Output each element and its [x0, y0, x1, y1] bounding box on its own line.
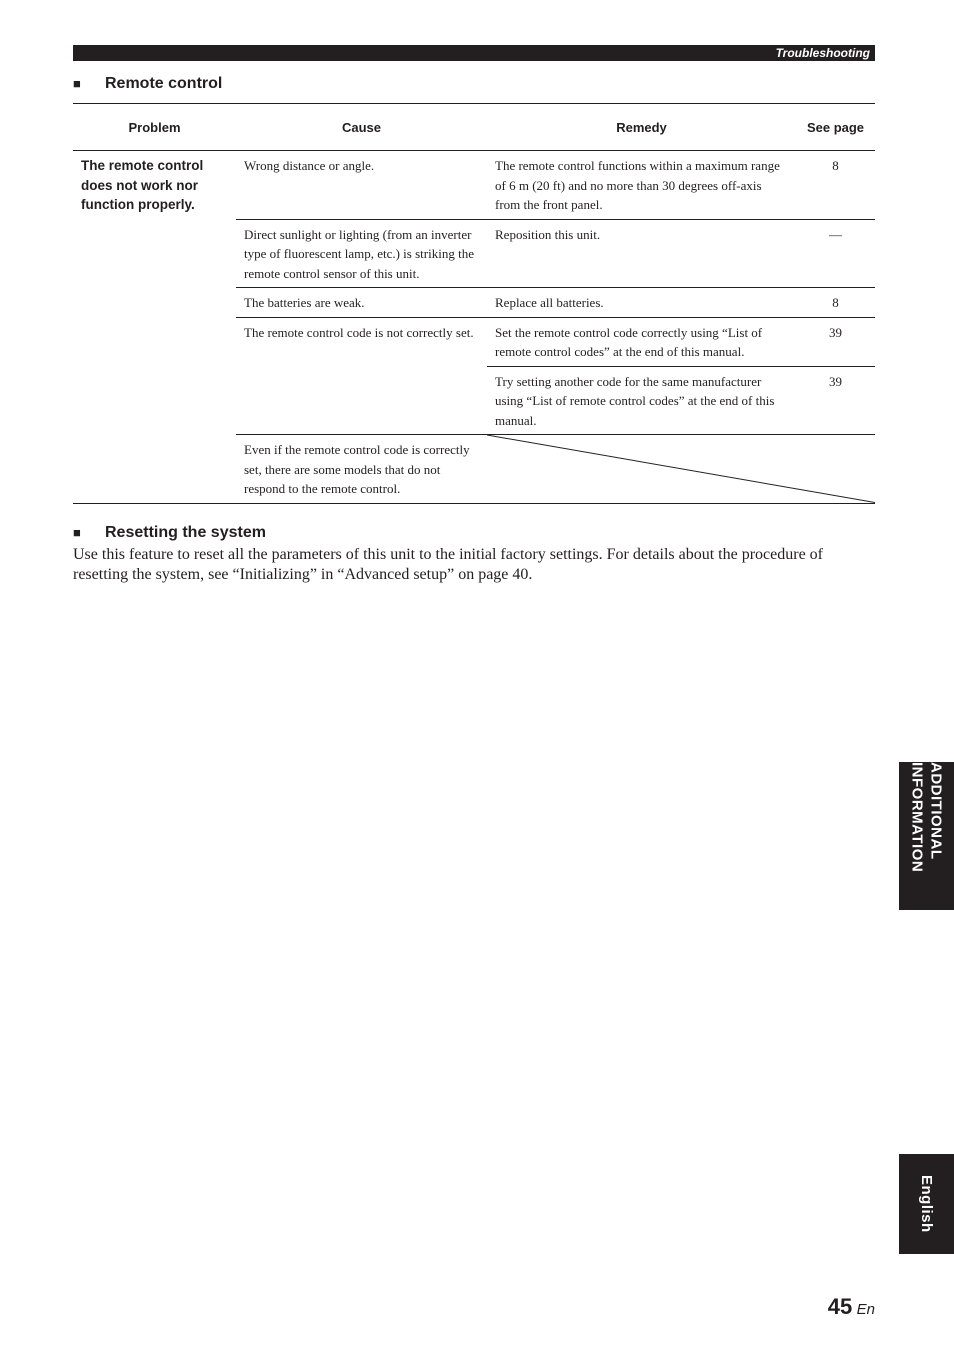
column-header-remedy: Remedy — [487, 104, 796, 151]
not-applicable-cell — [487, 435, 875, 504]
cause-cell: The remote control code is not correctly set. — [236, 317, 487, 435]
page-cell: 39 — [796, 317, 875, 366]
square-bullet-icon: ■ — [73, 76, 81, 91]
square-bullet-icon: ■ — [73, 525, 81, 540]
cause-cell: The batteries are weak. — [236, 288, 487, 318]
remedy-cell: Set the remote control code correctly using “List of remote control codes” at the end of this manual. — [487, 317, 796, 366]
remedy-cell: Replace all batteries. — [487, 288, 796, 318]
side-tab-label: ADDITIONAL INFORMATION — [908, 762, 945, 873]
column-header-see-page: See page — [796, 104, 875, 151]
page-number — [828, 1294, 875, 1320]
diagonal-line — [487, 435, 875, 503]
column-header-cause: Cause — [236, 104, 487, 151]
header-bar — [73, 45, 875, 61]
cause-cell: Direct sunlight or lighting (from an inverter type of fluorescent lamp, etc.) is striking the remote control sensor of this unit. — [236, 219, 487, 288]
remedy-cell: The remote control functions within a maximum range of 6 m (20 ft) and no more than 30 degrees off-axis from the front panel. — [487, 151, 796, 220]
resetting-heading-text: Resetting the system — [105, 524, 266, 541]
resetting-body-text: Use this feature to reset all the parameters of this unit to the initial factory settings. For details about the procedure of resetting the system, see “Initializing” in “Advanced setup” on page 40. — [73, 546, 823, 583]
troubleshooting-table — [73, 103, 875, 504]
remedy-cell: Try setting another code for the same manufacturer using “List of remote control codes” at the end of this manual. — [487, 366, 796, 435]
section-label: Troubleshooting — [775, 46, 870, 60]
cause-cell: Even if the remote control code is correctly set, there are some models that do not respond to the remote control. — [236, 435, 487, 504]
remote-control-heading — [73, 75, 222, 93]
page-language: En — [856, 1301, 875, 1318]
problem-cell: The remote control does not work nor function properly. — [73, 151, 236, 504]
table-header-row — [73, 104, 875, 151]
side-tab-english — [899, 1154, 954, 1254]
page-cell: 8 — [796, 288, 875, 318]
page-cell: 8 — [796, 151, 875, 220]
cause-cell: Wrong distance or angle. — [236, 151, 487, 220]
column-header-problem: Problem — [73, 104, 236, 151]
side-tab-label: English — [918, 1175, 935, 1233]
page-cell: — — [796, 219, 875, 288]
table-row — [73, 151, 875, 220]
remote-control-heading-text: Remote control — [105, 75, 223, 92]
side-tab-additional-information — [899, 762, 954, 910]
page-cell: 39 — [796, 366, 875, 435]
resetting-heading — [73, 524, 266, 542]
page-number-value: 45 — [827, 1294, 853, 1319]
remedy-cell: Reposition this unit. — [487, 219, 796, 288]
